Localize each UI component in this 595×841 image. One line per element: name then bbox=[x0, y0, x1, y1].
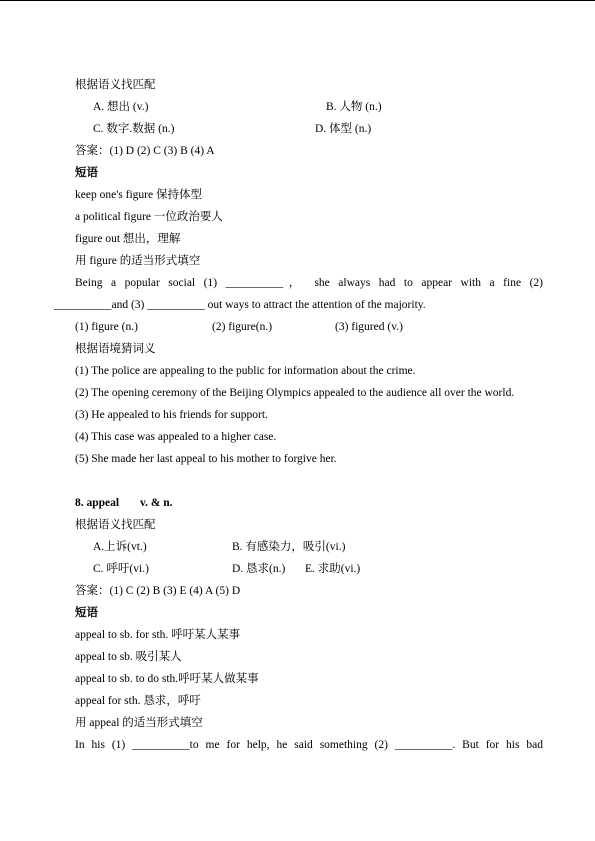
fill-answer-2: (2) figure(n.) bbox=[212, 321, 273, 333]
answer-line: 答案：(1) C (2) B (3) E (4) A (5) D bbox=[75, 585, 241, 597]
fill-blank-title: 用 figure 的适当形式填空 bbox=[75, 255, 201, 267]
phrase-item: appeal to sb. 吸引某人 bbox=[75, 651, 182, 663]
fill-blank-line-1: Being a popular social (1) __________， she always had to appear with a fine (2) bbox=[75, 277, 543, 289]
fill-blank-line-1: In his (1) __________to me for help, he said something (2) __________. But for his bad bbox=[75, 739, 543, 751]
option-e: E. 求助(vi.) bbox=[305, 563, 361, 575]
match-title: 根据语义找匹配 bbox=[75, 79, 156, 91]
option-c: C. 呼吁(vi.) bbox=[93, 563, 149, 575]
option-d: D. 恳求(n.) bbox=[232, 563, 286, 575]
phrase-heading: 短语 bbox=[75, 167, 98, 179]
option-c: C. 数字.数据 (n.) bbox=[93, 123, 175, 135]
option-b: B. 有感染力，吸引(vi.) bbox=[232, 541, 346, 553]
example-sentence: (4) This case was appealed to a higher case. bbox=[75, 431, 277, 443]
example-sentence: (5) She made her last appeal to his mother to forgive her. bbox=[75, 453, 337, 465]
fill-blank-line-2: __________and (3) __________ out ways to attract the attention of the majority. bbox=[54, 299, 426, 311]
word-heading bbox=[75, 496, 545, 510]
match-title: 根据语义找匹配 bbox=[75, 519, 156, 531]
option-b: B. 人物 (n.) bbox=[326, 101, 382, 113]
option-a: A. 想出 (v.) bbox=[93, 101, 149, 113]
phrase-item: keep one's figure 保持体型 bbox=[75, 189, 202, 201]
guess-meaning-title: 根据语境猜词义 bbox=[75, 343, 156, 355]
fill-answer-3: (3) figured (v.) bbox=[335, 321, 403, 333]
headword: 8. appeal bbox=[75, 497, 120, 509]
phrase-item: appeal to sb. for sth. 呼吁某人某事 bbox=[75, 629, 241, 641]
option-a: A.上诉(vt.) bbox=[93, 541, 147, 553]
part-of-speech: v. & n. bbox=[139, 497, 173, 509]
fill-blank-title: 用 appeal 的适当形式填空 bbox=[75, 717, 203, 729]
example-sentence: (1) The police are appealing to the public for information about the crime. bbox=[75, 365, 416, 377]
phrase-heading: 短语 bbox=[75, 607, 98, 619]
option-d: D. 体型 (n.) bbox=[315, 123, 372, 135]
example-sentence: (3) He appealed to his friends for support. bbox=[75, 409, 268, 421]
phrase-item: a political figure 一位政治要人 bbox=[75, 211, 223, 223]
example-sentence: (2) The opening ceremony of the Beijing Olympics appealed to the audience all over the world. bbox=[75, 387, 515, 399]
phrase-item: appeal to sb. to do sth.呼吁某人做某事 bbox=[75, 673, 259, 685]
phrase-item: figure out 想出，理解 bbox=[75, 233, 181, 245]
fill-answer-1: (1) figure (n.) bbox=[75, 321, 138, 333]
phrase-item: appeal for sth. 恳求，呼吁 bbox=[75, 695, 201, 707]
answer-line: 答案：(1) D (2) C (3) B (4) A bbox=[75, 145, 215, 157]
